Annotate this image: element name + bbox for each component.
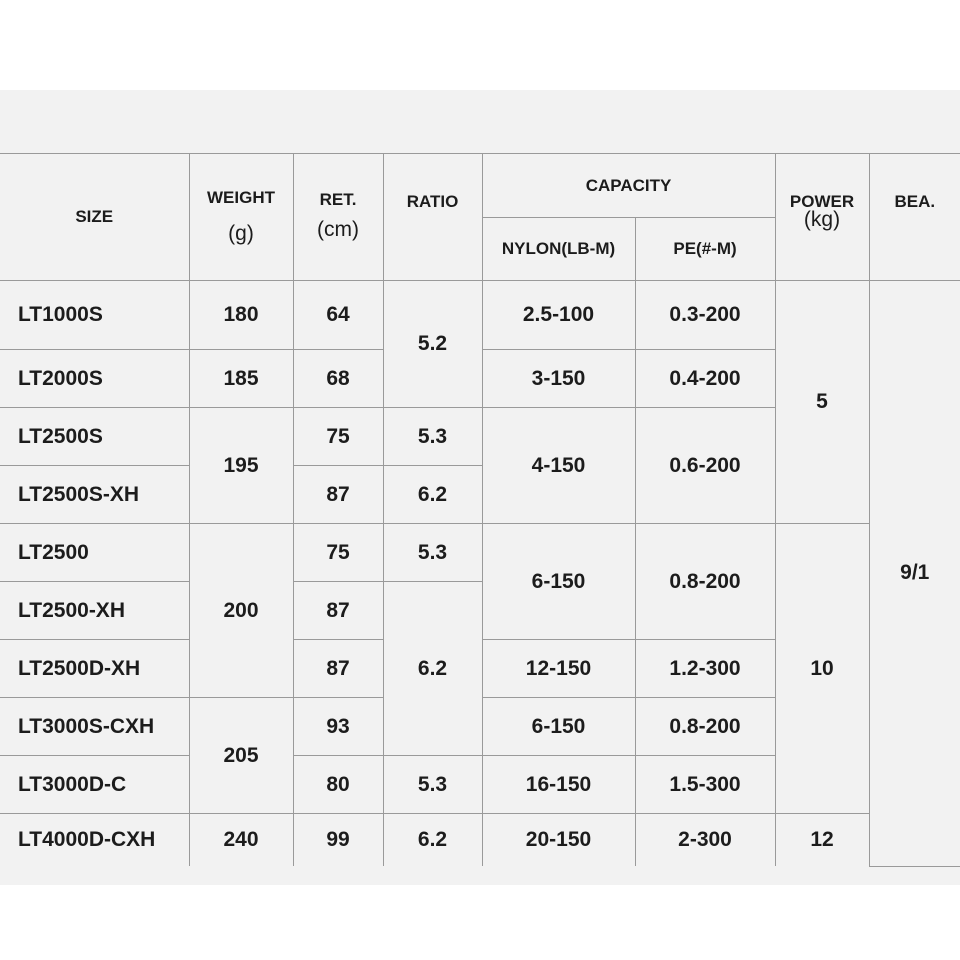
table-row	[0, 281, 960, 350]
ret-cell: 80	[293, 756, 383, 814]
header-row	[0, 154, 960, 218]
nylon-cell: 2.5-100	[482, 281, 635, 350]
ret-cell: 64	[293, 281, 383, 350]
ret-cell: 75	[293, 408, 383, 466]
size-cell: LT4000D-CXH	[0, 814, 189, 867]
ratio-cell: 5.3	[383, 408, 482, 466]
pe-cell: 1.5-300	[635, 756, 775, 814]
nylon-cell: 12-150	[482, 640, 635, 698]
weight-cell: 200	[189, 524, 293, 698]
ratio-cell: 5.2	[383, 281, 482, 408]
nylon-cell: 6-150	[482, 524, 635, 640]
ratio-cell: 6.2	[383, 582, 482, 756]
nylon-cell: 4-150	[482, 408, 635, 524]
ret-cell: 87	[293, 640, 383, 698]
nylon-cell: 6-150	[482, 698, 635, 756]
table-row	[0, 524, 960, 582]
pe-cell: 0.4-200	[635, 350, 775, 408]
nylon-cell: 16-150	[482, 756, 635, 814]
power-cell: 10	[775, 524, 869, 814]
bea-cell: 9/1	[869, 281, 960, 867]
pe-cell: 0.6-200	[635, 408, 775, 524]
nylon-cell: 20-150	[482, 814, 635, 867]
ratio-cell: 6.2	[383, 814, 482, 867]
ret-cell: 93	[293, 698, 383, 756]
header-power-unit: (kg)	[803, 208, 841, 231]
weight-cell: 180	[189, 281, 293, 350]
power-cell: 12	[775, 814, 869, 867]
weight-cell: 195	[189, 408, 293, 524]
pe-cell: 1.2-300	[635, 640, 775, 698]
pe-cell: 0.3-200	[635, 281, 775, 350]
ret-cell: 99	[293, 814, 383, 867]
size-cell: LT2500S	[0, 408, 189, 466]
reel-spec-table	[0, 153, 960, 867]
pe-cell: 0.8-200	[635, 698, 775, 756]
table-row	[0, 814, 960, 867]
size-cell: LT2500-XH	[0, 582, 189, 640]
header-power: POWER (kg)	[775, 154, 869, 281]
ret-cell: 68	[293, 350, 383, 408]
size-cell: LT2000S	[0, 350, 189, 408]
size-cell: LT3000S-CXH	[0, 698, 189, 756]
ratio-cell: 5.3	[383, 756, 482, 814]
header-size: SIZE	[0, 154, 189, 281]
size-cell: LT2500	[0, 524, 189, 582]
ret-cell: 87	[293, 466, 383, 524]
header-bea: BEA.	[869, 154, 960, 281]
header-ratio: RATIO	[383, 154, 482, 281]
weight-cell: 240	[189, 814, 293, 867]
header-nylon: NYLON(LB-M)	[482, 218, 635, 281]
ret-cell: 75	[293, 524, 383, 582]
size-cell: LT1000S	[0, 281, 189, 350]
pe-cell: 2-300	[635, 814, 775, 867]
pe-cell: 0.8-200	[635, 524, 775, 640]
ret-cell: 87	[293, 582, 383, 640]
size-cell: LT2500D-XH	[0, 640, 189, 698]
header-ret: RET. (cm)	[293, 154, 383, 281]
header-pe: PE(#-M)	[635, 218, 775, 281]
header-ret-unit: (cm)	[317, 218, 359, 241]
weight-cell: 205	[189, 698, 293, 814]
weight-cell: 185	[189, 350, 293, 408]
header-weight: WEIGHT (g)	[189, 154, 293, 281]
size-cell: LT2500S-XH	[0, 466, 189, 524]
power-cell: 5	[775, 281, 869, 524]
size-cell: LT3000D-C	[0, 756, 189, 814]
header-capacity: CAPACITY	[482, 154, 775, 218]
nylon-cell: 3-150	[482, 350, 635, 408]
header-weight-unit: (g)	[228, 222, 254, 245]
ratio-cell: 5.3	[383, 524, 482, 582]
ratio-cell: 6.2	[383, 466, 482, 524]
